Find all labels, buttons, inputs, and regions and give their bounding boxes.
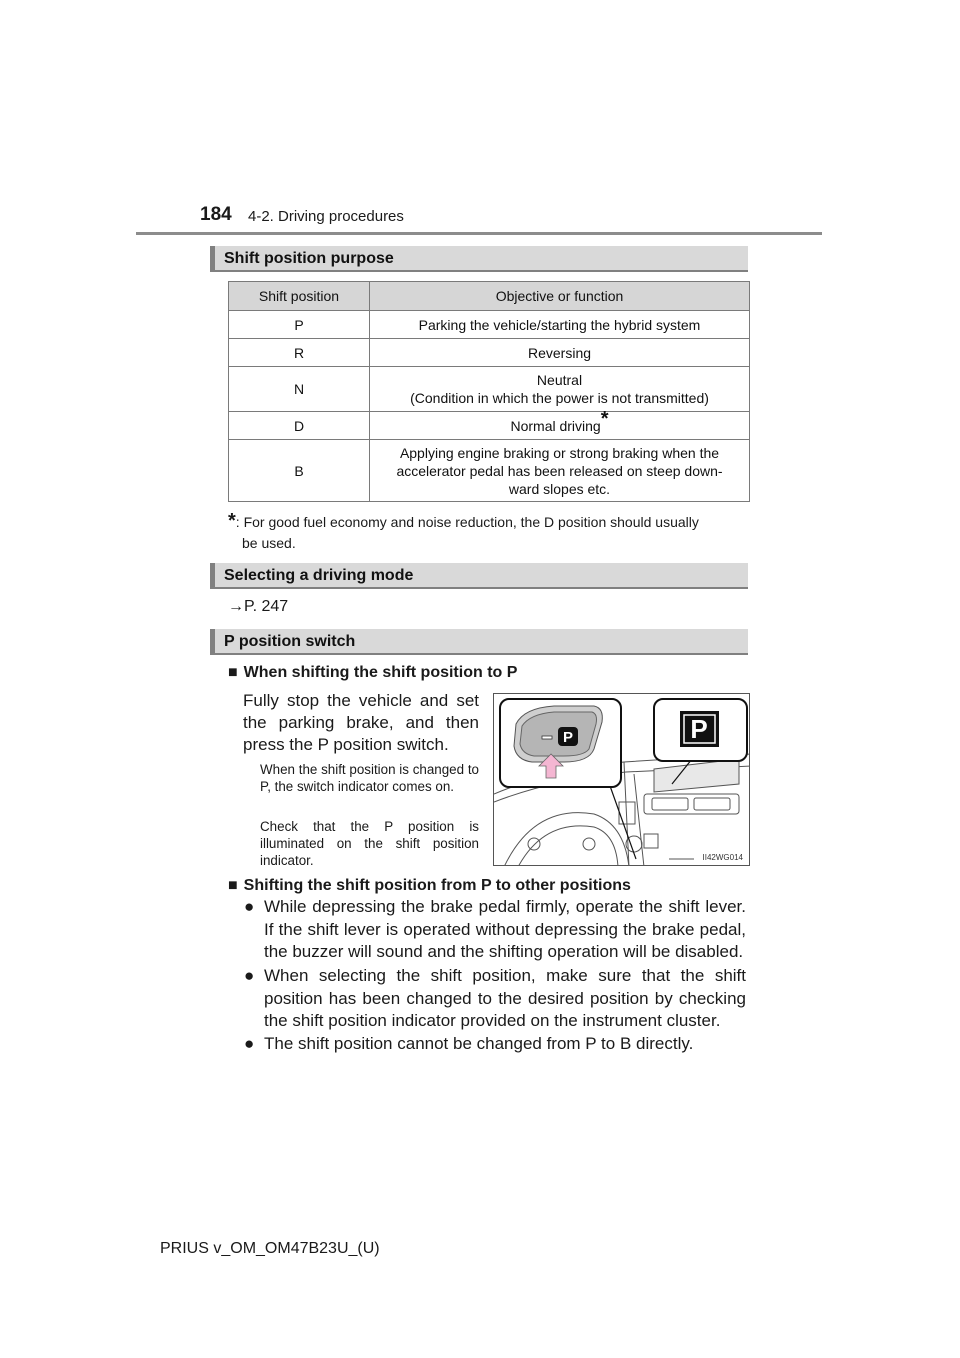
table-row [229, 339, 750, 367]
p-switch-illustration [493, 693, 750, 866]
subheading-shifting-to-p [228, 664, 517, 682]
subheading-text: When shifting the shift position to P [243, 664, 518, 681]
switch-letter: P [562, 729, 574, 746]
footnote-star: * [228, 510, 236, 532]
function-line: Reversing [527, 344, 592, 361]
bullet-item [244, 896, 746, 964]
table-row [229, 367, 750, 412]
shift-position-cell: P [229, 311, 370, 339]
bullet-text: While depressing the brake pedal firmly, operate the shift lever. If the shift lever is operated without depressing the brake pedal, the buzzer will sound and the shifting operation will be disabled. [264, 897, 746, 961]
bullet-item [244, 965, 746, 1033]
function-cell [370, 440, 750, 502]
shift-position-cell: R [229, 339, 370, 367]
column-header: Objective or function [370, 282, 750, 311]
note-check-indicator: Check that the P position is illuminated on the shift position indicator. [260, 819, 479, 868]
heading-text: P position switch [224, 633, 356, 650]
square-marker-icon: ■ [228, 664, 238, 681]
shift-position-cell: B [229, 440, 370, 502]
bullet-icon: ● [244, 897, 255, 916]
table-row [229, 311, 750, 339]
footnote-continuation: be used. [242, 535, 296, 551]
function-line: Parking the vehicle/starting the hybrid system [418, 316, 701, 333]
bullet-icon: ● [244, 966, 255, 985]
table-header-row [229, 282, 750, 311]
subheading-text: Shifting the shift position from P to other positions [243, 877, 631, 894]
page-reference-link[interactable]: →P. 247 [228, 598, 289, 615]
instruction-paragraph: Fully stop the vehicle and set the parking brake, and then press the P position switch. [243, 691, 479, 754]
function-line: accelerator pedal has been released on steep down- [396, 462, 723, 479]
bullet-text: The shift position cannot be changed from P to B directly. [264, 1034, 694, 1053]
function-line: Neutral [536, 372, 583, 388]
shift-position-cell: N [229, 367, 370, 412]
dashboard-drawing [494, 694, 750, 866]
square-marker-icon: ■ [228, 877, 238, 894]
heading-p-position-switch [210, 629, 748, 655]
function-line: Normal driving [510, 417, 601, 434]
subheading-shifting-from-p [228, 877, 631, 895]
illustration-code: II42WG014 [702, 853, 743, 862]
footnote-text: : For good fuel economy and noise reduction, the D position should usually [235, 514, 699, 530]
footnote-marker: * [600, 407, 609, 430]
bullet-icon: ● [244, 1034, 255, 1053]
header-rule [136, 232, 822, 235]
function-cell [370, 407, 750, 440]
function-line: Applying engine braking or strong braking when the [399, 444, 720, 461]
bullet-item [244, 1033, 746, 1056]
function-cell [370, 367, 750, 412]
table-row [229, 412, 750, 440]
shift-position-table [228, 281, 750, 502]
function-cell [370, 339, 750, 367]
document-code-footer: PRIUS v_OM_OM47B23U_(U) [160, 1240, 380, 1257]
table-row [229, 440, 750, 502]
section-label: 4-2. Driving procedures [248, 208, 404, 225]
column-header: Shift position [229, 282, 370, 311]
footnote [228, 511, 748, 554]
note-switch-indicator: When the shift position is changed to P, the switch indicator comes on. [260, 762, 479, 794]
function-cell [370, 311, 750, 339]
heading-text: Shift position purpose [224, 250, 394, 267]
shift-position-cell: D [229, 412, 370, 440]
bullet-text: When selecting the shift position, make sure that the shift position has been changed to the desired position by checking the shift position indicator provided on the instrument cluster. [264, 966, 746, 1030]
page-number: 184 [200, 204, 232, 225]
function-line: (Condition in which the power is not transmitted) [410, 390, 709, 406]
indicator-letter: P [690, 714, 708, 744]
heading-text: Selecting a driving mode [224, 567, 414, 584]
function-line: ward slopes etc. [508, 480, 611, 497]
heading-selecting-driving-mode [210, 563, 748, 589]
heading-shift-position-purpose [210, 246, 748, 272]
